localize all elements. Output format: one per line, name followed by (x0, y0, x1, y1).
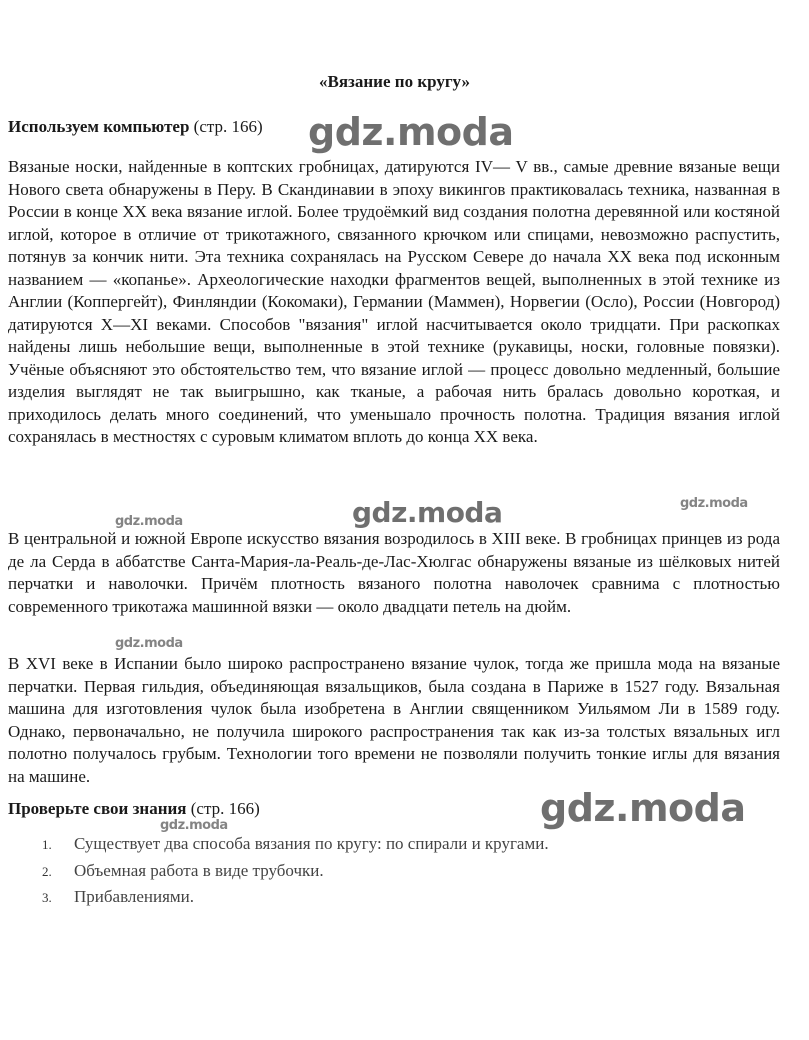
list-item (42, 858, 549, 885)
section-heading-text: Используем компьютер (8, 117, 190, 136)
list-item-text: Прибавлениями. (74, 887, 195, 906)
list-item-number: 3. (42, 890, 52, 905)
section-page-ref: (стр. 166) (190, 799, 260, 818)
section-heading-check (8, 799, 260, 819)
page-title: «Вязание по кругу» (319, 72, 470, 91)
section-page-ref: (стр. 166) (193, 117, 263, 136)
watermark-logo: gdz.moda (540, 786, 746, 830)
watermark-logo: gdz.moda (115, 636, 183, 651)
list-item-text: Существует два способа вязания по кругу: по спирали и кругами. (74, 834, 549, 853)
paragraph-spain: В XVI веке в Испании было широко распространено вязание чулок, тогда же пришла мода на вязаные перчатки. Первая гильдия, объединяющая вязальщиков, была создана в Париже в 1527 году. Вязальная машина для изготовления чулок была изобретена в Англии священником Уильямом Ли в 1589 году. Однако, первоначально, не получила широкого распространения так как из-за толстых вязальных игл полотно получалось грубым. Технологии того времени не позволяли получить тонкие иглы для вязания на машине. (8, 654, 780, 786)
list-item (42, 884, 549, 911)
watermark-logo: gdz.moda (308, 110, 514, 154)
section-heading-text: Проверьте свои знания (8, 799, 187, 818)
answers-list (42, 831, 549, 911)
watermark-logo: gdz.moda (115, 514, 183, 529)
paragraph-europe: В центральной и южной Европе искусство вязания возродилось в XIII веке. В гробницах принцев из рода де ла Серда в аббатстве Санта-Мария-ла-Реаль-де-Лас-Хюлгас обнаружены вязаные из шёлковых нитей перчатки и наволочки. Причём плотность вязаного полотна наволочек сравнима с плотностью современного трикотажа машинной вязки — около двадцати петель на дюйм. (8, 529, 780, 616)
list-item (42, 831, 549, 858)
watermark-logo: gdz.moda (352, 496, 503, 529)
list-item-text: Объемная работа в виде трубочки. (74, 860, 324, 880)
list-item-number: 1. (42, 837, 52, 852)
paragraph-history: Вязаные носки, найденные в коптских гробницах, датируются IV— V вв., самые древние вязаные вещи Нового света обнаружены в Перу. В Скандинавии в эпоху викингов практиковалась техника, названная в России в конце XX века вязание иглой. Более трудоёмкий вид создания полотна деревянной или костяной иглой, которое в отличие от трикотажного, связанного крючком или спицами, невозможно распустить, потянув за кончик нити. Эта техника сохранялась на Русском Севере до начала XX века под исконным названием — «копанье». Археологические находки фрагментов вещей, выполненных в этой технике из Англии (Коппергейт), Финляндии (Кокомаки), Германии (Маммен), Норвегии (Осло), России (Новгород) датируются X—XI веками. Способов "вязания" иглой насчитывается около тридцати. При раскопках найдены лишь небольшие вещи, выполненные в этой технике (рукавицы, носки, головные повязки). Учёные объясняют это обстоятельство тем, что вязание иглой — процесс довольно медленный, большие изделия выглядят не так выигрышно, как тканые, а рабочая нить бралась довольно короткая, и приходилось делать много соединений, что уменьшало прочность полотна. Традиция вязания иглой сохранялась в местностях с суровым климатом вплоть до конца XX века. (8, 157, 780, 446)
list-item-number: 2. (42, 863, 52, 879)
watermark-logo: gdz.moda (680, 496, 748, 511)
watermark-logo: gdz.moda (160, 818, 228, 833)
section-heading-computer (8, 117, 263, 137)
